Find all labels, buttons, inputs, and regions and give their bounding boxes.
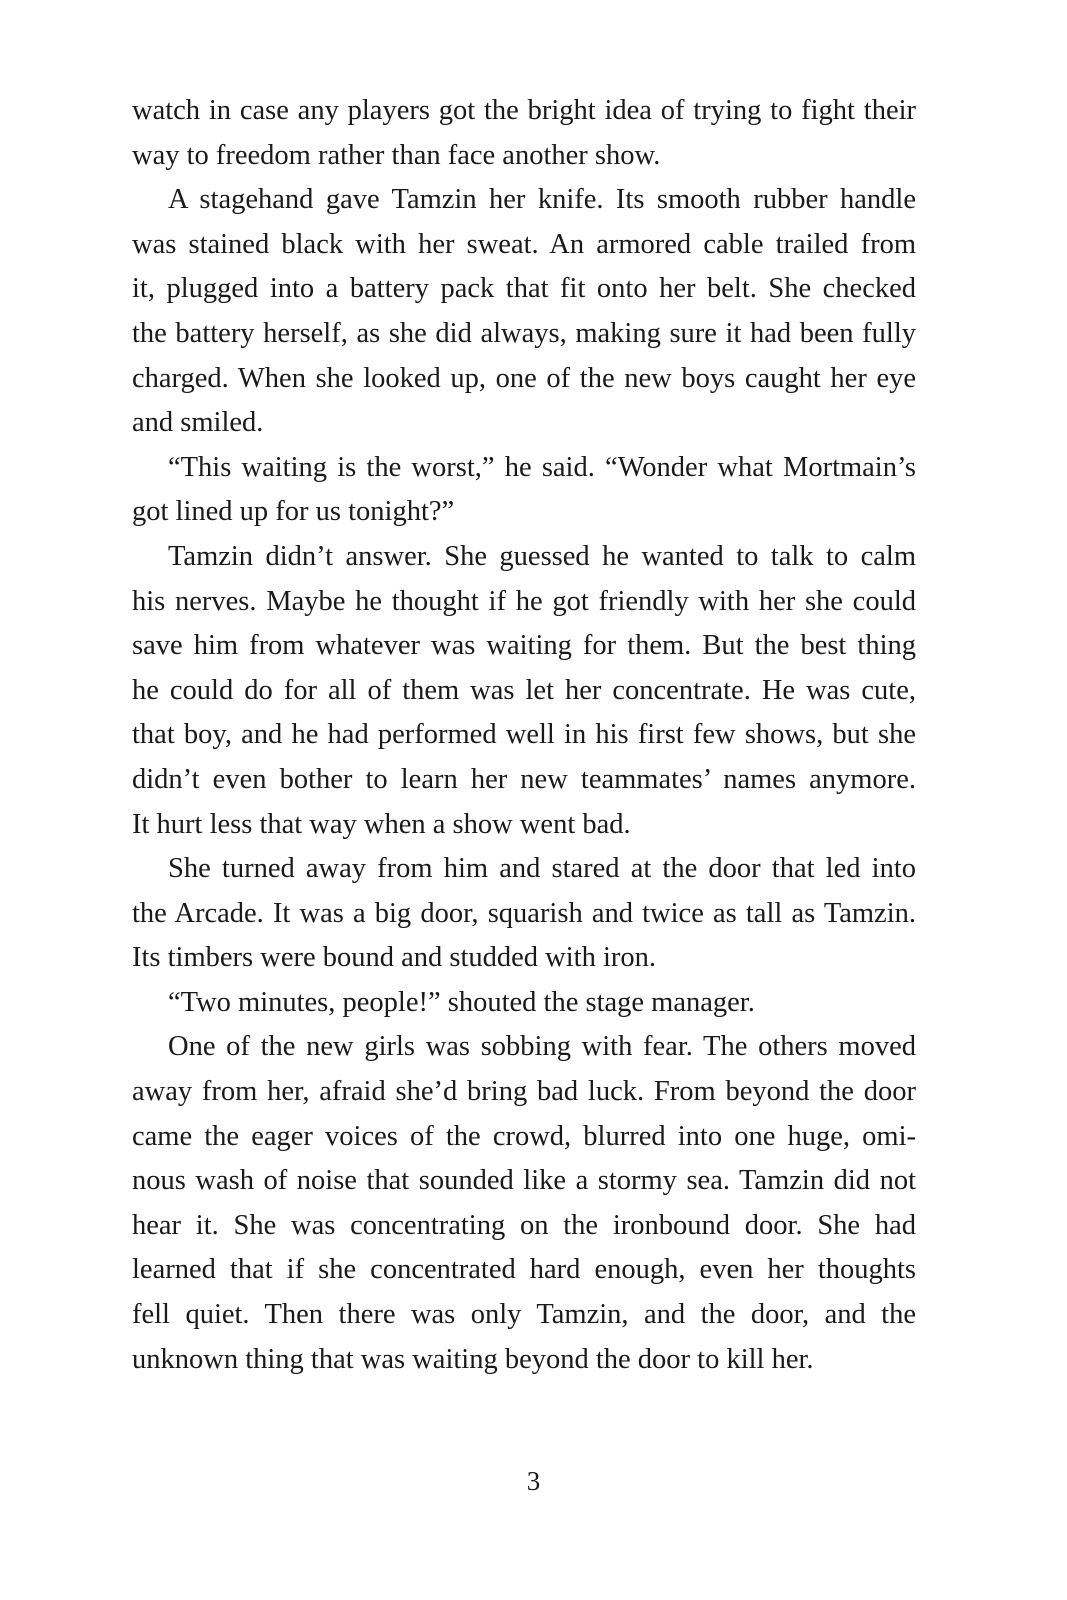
text-line: fell quiet. Then there was only Tamzin, and the door, and the	[132, 1299, 916, 1331]
paragraph	[132, 178, 916, 446]
text-line: hear it. She was concentrating on the ironbound door. She had	[132, 1209, 916, 1241]
text-line: save him from whatever was waiting for them. But the best thing	[132, 630, 916, 662]
page-number: 3	[526, 1466, 541, 1496]
paragraph	[132, 89, 916, 178]
text-line: Tamzin didn’t answer. She guessed he wanted to talk to calm	[168, 540, 916, 572]
text-line: “This waiting is the worst,” he said. “Wonder what Mortmain’s	[168, 451, 916, 483]
text-line: A stagehand gave Tamzin her knife. Its smooth rubber handle	[168, 184, 916, 216]
text-line: away from her, afraid she’d bring bad luck. From beyond the door	[132, 1076, 916, 1108]
paragraph	[132, 847, 916, 981]
text-line: and smiled.	[132, 407, 264, 439]
text-line: he could do for all of them was let her concentrate. He was cute,	[132, 674, 916, 706]
text-line: it, plugged into a battery pack that fit onto her belt. She checked	[132, 273, 916, 305]
text-line: “Two minutes, people!” shouted the stage manager.	[168, 986, 755, 1018]
paragraph	[132, 535, 916, 847]
text-line: didn’t even bother to learn her new teammates’ names anymore.	[132, 763, 916, 795]
text-line: It hurt less that way when a show went bad.	[132, 808, 631, 840]
text-line: learned that if she concentrated hard enough, even her thoughts	[132, 1254, 916, 1286]
text-line: way to freedom rather than face another show.	[132, 139, 661, 171]
text-line: unknown thing that was waiting beyond the door to kill her.	[132, 1343, 814, 1375]
text-line: the battery herself, as she did always, making sure it had been fully	[132, 317, 916, 349]
text-line: One of the new girls was sobbing with fear. The others moved	[168, 1031, 916, 1063]
text-line: Its timbers were bound and studded with iron.	[132, 942, 656, 974]
text-line: nous wash of noise that sounded like a stormy sea. Tamzin did not	[132, 1165, 916, 1197]
text-line: charged. When she looked up, one of the new boys caught her eye	[132, 362, 916, 394]
text-line: came the eager voices of the crowd, blurred into one huge, omi-	[132, 1120, 916, 1152]
text-line: was stained black with her sweat. An armored cable trailed from	[132, 228, 916, 260]
text-line: She turned away from him and stared at the door that led into	[168, 853, 916, 885]
body-text	[132, 89, 916, 1382]
paragraph	[132, 1025, 916, 1382]
text-line: his nerves. Maybe he thought if he got friendly with her she could	[132, 585, 916, 617]
text-line: that boy, and he had performed well in his first few shows, but she	[132, 719, 916, 751]
text-line: the Arcade. It was a big door, squarish and twice as tall as Tamzin.	[132, 897, 916, 929]
paragraph	[132, 446, 916, 535]
text-line: got lined up for us tonight?”	[132, 496, 455, 528]
paragraph	[132, 981, 916, 1026]
text-line: watch in case any players got the bright idea of trying to fight their	[132, 95, 916, 126]
